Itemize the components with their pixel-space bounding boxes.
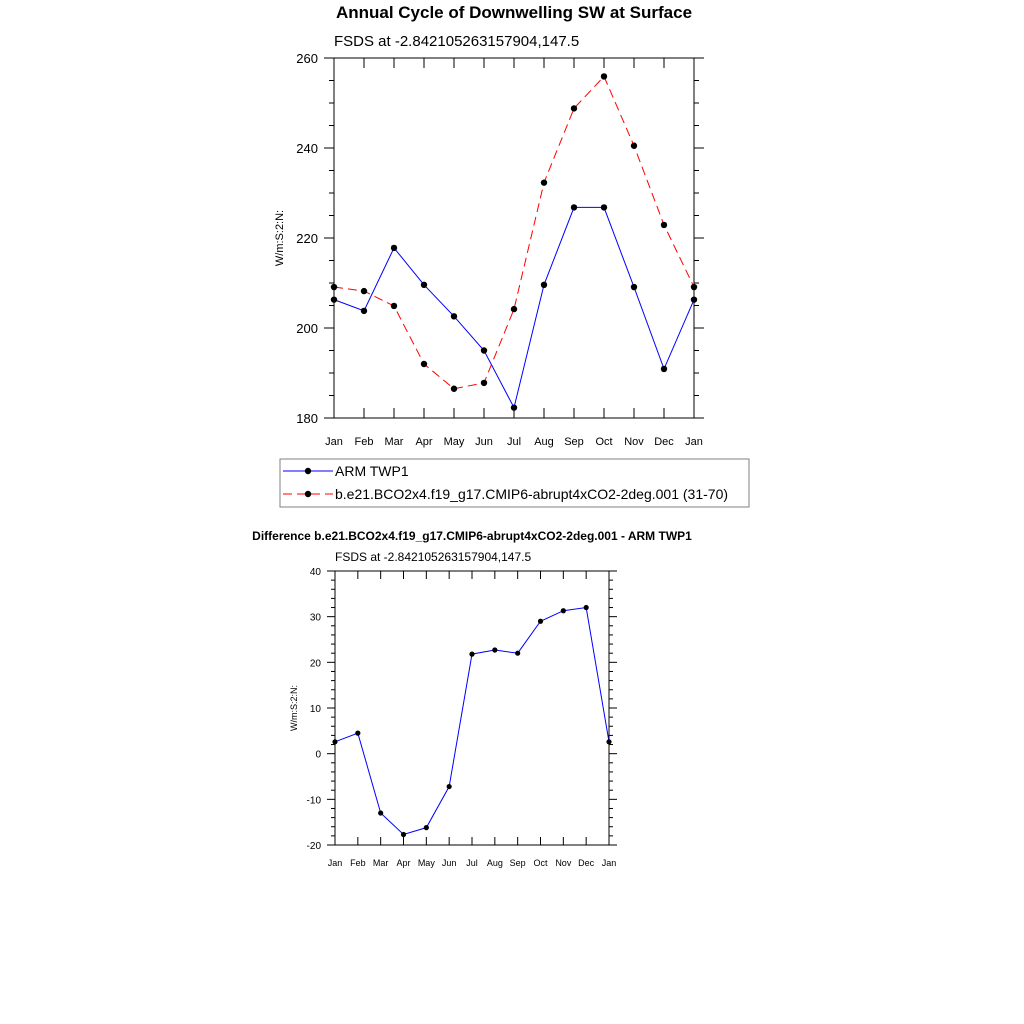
panel-annual-cycle [274, 3, 704, 448]
x-tick-label: Apr [415, 436, 433, 448]
data-point [421, 282, 427, 288]
data-point [538, 619, 543, 624]
y-tick-label: 0 [315, 749, 321, 761]
data-point [661, 222, 667, 228]
difference-subtitle: FSDS at -2.842105263157904,147.5 [335, 550, 532, 564]
data-point [451, 386, 457, 392]
data-point [601, 204, 607, 210]
data-point [631, 143, 637, 149]
data-point [511, 404, 517, 410]
y-axis-label: W/m:S:2:N: [274, 209, 286, 267]
legend [280, 459, 749, 507]
legend-entry-arm: ARM TWP1 [335, 463, 409, 479]
difference-title: Difference b.e21.BCO2x4.f19_g17.CMIP6-abrupt4xCO2-2deg.001 - ARM TWP1 [252, 529, 692, 543]
data-point [584, 605, 589, 610]
x-tick-label: May [443, 436, 465, 448]
x-tick-label: Sep [509, 858, 526, 868]
x-tick-label: Feb [350, 858, 366, 868]
series-line-0 [335, 608, 609, 835]
x-tick-label: Jan [685, 436, 703, 448]
data-point [355, 731, 360, 736]
data-point [361, 308, 367, 314]
data-point [492, 647, 497, 652]
data-point [661, 366, 667, 372]
data-point [571, 204, 577, 210]
y-tick-label: 10 [309, 704, 321, 715]
data-point [401, 832, 406, 837]
y-tick-label: 180 [296, 411, 318, 426]
y-tick-label: -20 [306, 841, 321, 852]
x-tick-label: Sep [564, 436, 584, 448]
difference-y-axis-label: W/m:S:2:N: [289, 684, 299, 732]
data-point [481, 347, 487, 353]
x-tick-label: Jan [325, 436, 343, 448]
x-tick-label: Apr [396, 858, 411, 868]
series-line-1 [334, 76, 694, 388]
data-point [601, 73, 607, 79]
data-point [424, 825, 429, 830]
legend-marker-model [305, 491, 311, 497]
x-tick-label: Aug [534, 436, 554, 448]
data-point [511, 306, 517, 312]
difference-plot-frame [335, 571, 609, 845]
y-tick-label: 200 [296, 321, 318, 336]
data-point [391, 245, 397, 251]
panel-difference [252, 529, 692, 868]
data-point [421, 361, 427, 367]
legend-marker-arm [305, 468, 311, 474]
data-point [515, 651, 520, 656]
y-tick-label: 20 [309, 658, 321, 670]
x-tick-label: Aug [486, 858, 503, 868]
x-tick-label: Mar [384, 436, 404, 448]
x-tick-label: Dec [578, 858, 595, 868]
data-point [481, 380, 487, 386]
x-tick-label: Jul [506, 436, 522, 448]
x-tick-label: Jul [466, 858, 478, 868]
x-tick-label: Dec [654, 436, 674, 448]
y-tick-label: 260 [296, 51, 318, 66]
x-tick-label: Oct [533, 858, 548, 868]
x-tick-label: Jan [601, 858, 617, 868]
data-point [361, 288, 367, 294]
x-tick-label: Oct [595, 436, 613, 448]
data-point [631, 284, 637, 290]
x-tick-label: Nov [555, 858, 572, 868]
y-tick-label: 240 [296, 141, 318, 156]
data-point [561, 608, 566, 613]
legend-entry-model: b.e21.BCO2x4.f19_g17.CMIP6-abrupt4xCO2-2deg.001 (31-70) [335, 486, 729, 502]
y-tick-label: 40 [309, 567, 321, 578]
data-point [447, 784, 452, 789]
chart-subtitle: FSDS at -2.842105263157904,147.5 [334, 33, 580, 50]
y-tick-label: 30 [309, 612, 321, 624]
x-tick-label: Nov [624, 436, 644, 448]
data-point [541, 282, 547, 288]
data-point [451, 313, 457, 319]
x-tick-label: Jan [327, 858, 343, 868]
data-point [391, 303, 397, 309]
data-point [571, 105, 577, 111]
x-tick-label: Mar [372, 858, 389, 868]
data-point [378, 810, 383, 815]
x-tick-label: Feb [354, 436, 374, 448]
chart-title: Annual Cycle of Downwelling SW at Surface [335, 3, 693, 22]
x-tick-label: Jun [475, 436, 493, 448]
y-tick-label: -10 [306, 795, 321, 807]
data-point [469, 652, 474, 657]
y-tick-label: 220 [296, 231, 318, 246]
plot-frame [334, 58, 694, 418]
data-point [541, 179, 547, 185]
x-tick-label: May [417, 858, 435, 868]
x-tick-label: Jun [441, 858, 457, 868]
